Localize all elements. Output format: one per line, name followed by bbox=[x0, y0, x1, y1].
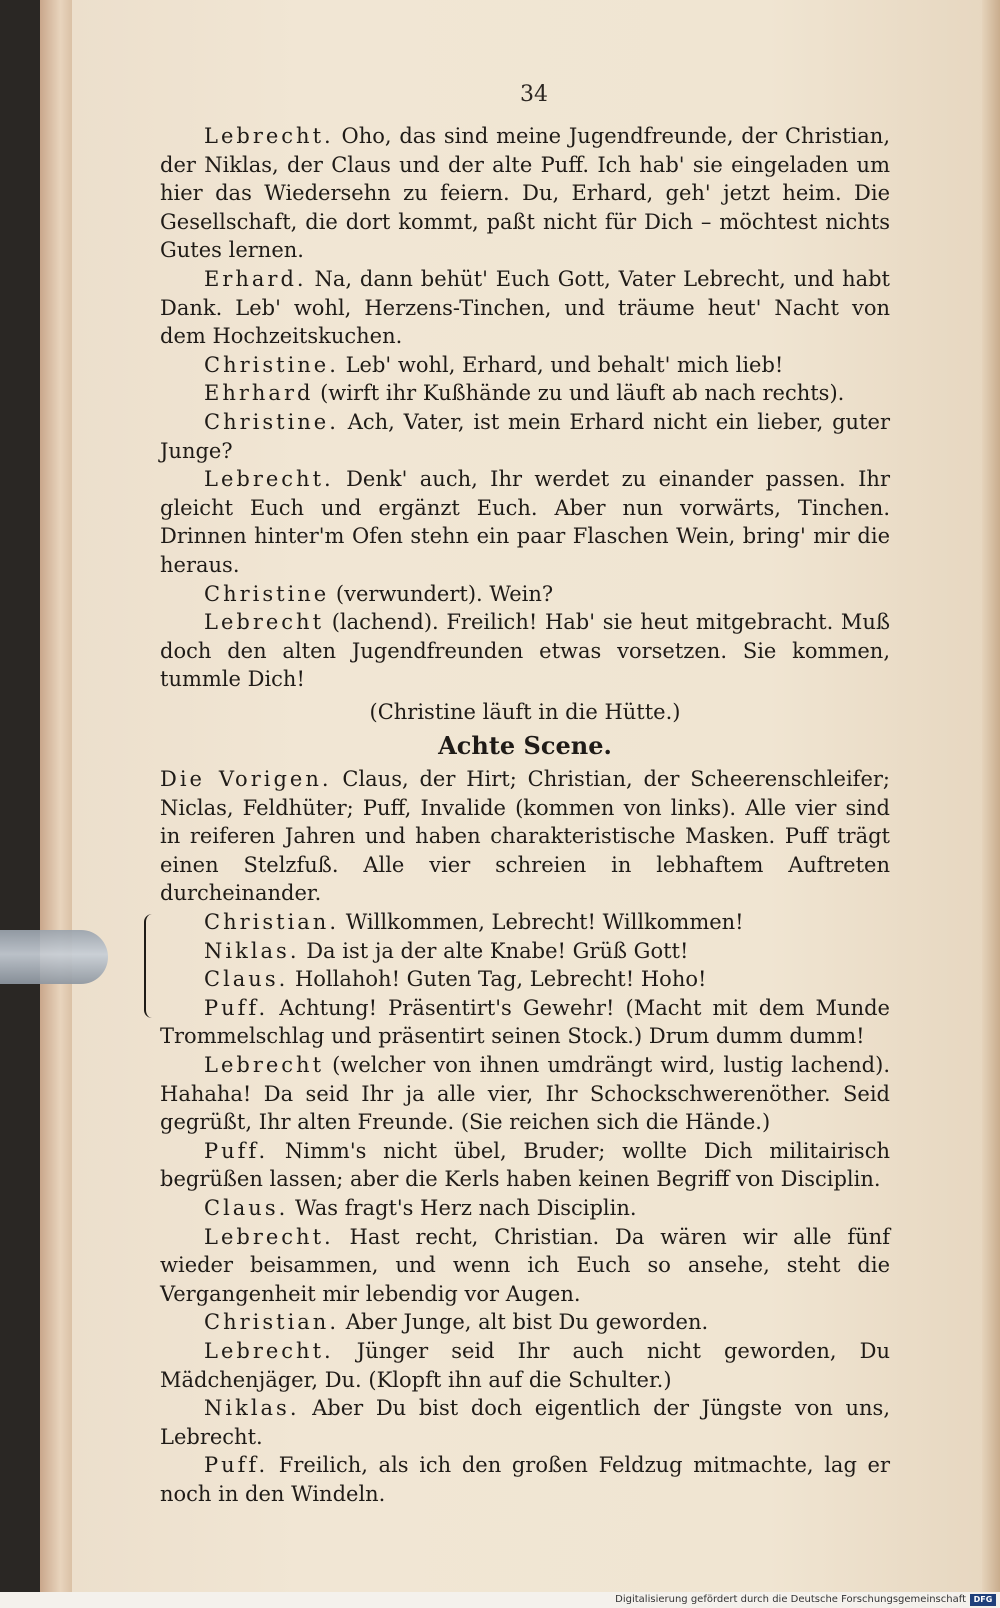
dfg-logo: DFG bbox=[970, 1594, 996, 1606]
scene-intro bbox=[160, 765, 890, 908]
speaker-name: Lebrecht. bbox=[204, 467, 334, 492]
dialogue-text: Aber Junge, alt bist Du geworden. bbox=[345, 1310, 709, 1335]
dialogue-text: Freilich, als ich den großen Feldzug mitmachte, lag er noch in den Windeln. bbox=[160, 1453, 890, 1506]
speaker-name: Christine. bbox=[204, 352, 339, 377]
page-number: 34 bbox=[520, 82, 548, 107]
dialogue-paragraph bbox=[160, 1337, 890, 1394]
speaker-name: Lebrecht bbox=[204, 610, 325, 635]
dialogue-paragraph bbox=[160, 265, 890, 351]
dialogue-text: Na, dann behüt' Euch Gott, Vater Lebrecht, und habt Dank. Leb' wohl, Herzens-Tinchen, und träume heut' Nacht von dem Hochzeitskuchen. bbox=[160, 266, 890, 349]
speaker-name: Lebrecht. bbox=[204, 1224, 334, 1249]
dialogue-paragraph bbox=[160, 1051, 890, 1137]
speaker-name: Niklas. bbox=[204, 938, 300, 963]
page-gutter-shadow bbox=[982, 0, 1000, 1592]
dialogue-text: Oho, das sind meine Jugendfreunde, der Christian, der Niklas, der Claus und der alte Puff. Ich hab' sie eingeladen um hier das Wiedersehn zu feiern. Du, Erhard, geh' jetzt heim. Die Gesellschaft, die dort kommt, paßt nicht für Dich – möchtest nichts Gutes lernen. bbox=[160, 124, 890, 263]
dialogue-text: Denk' auch, Ihr werdet zu einander passen. Ihr gleicht Euch und ergänzt Euch. Aber nun vorwärts, Tinchen. Drinnen hinter'm Ofen stehn ein paar Flaschen Wein, bring' mir die heraus. bbox=[160, 467, 890, 577]
dialogue-paragraph bbox=[160, 965, 890, 994]
curly-brace-mark bbox=[144, 914, 156, 1018]
speaker-name: Ehrhard bbox=[204, 381, 314, 406]
dialogue-paragraph bbox=[160, 465, 890, 579]
dialogue-paragraph bbox=[160, 379, 890, 408]
speaker-name: Erhard. bbox=[204, 266, 307, 291]
speaker-name: Puff. bbox=[204, 995, 269, 1020]
dialogue-text: Da ist ja der alte Knabe! Grüß Gott! bbox=[306, 938, 689, 963]
dialogue-text: Ach, Vater, ist mein Erhard nicht ein lieber, guter Junge? bbox=[160, 409, 890, 463]
dialogue-text: Aber Du bist doch eigentlich der Jüngste von uns, Lebrecht. bbox=[160, 1396, 890, 1449]
dialogue-text: (welcher von ihnen umdrängt wird, lustig lachend). Hahaha! Da seid Ihr ja alle vier, Ihr Schockschwerenöther. Seid gegrüßt, Ihr alten Freunde. (Sie reichen sich die Hände.) bbox=[160, 1053, 890, 1135]
footer-funding-note: Digitalisierung gefördert durch die Deutsche Forschungsgemeinschaft bbox=[615, 1594, 966, 1605]
speaker-name: Christian. bbox=[204, 1310, 339, 1335]
dialogue-paragraph bbox=[160, 937, 890, 966]
dialogue-text: Hast recht, Christian. Da wären wir alle fünf wieder beisammen, und wenn ich Euch so ansehe, steht die Vergangenheit mir lebendig vor Augen. bbox=[160, 1224, 890, 1306]
footer-bar bbox=[0, 1592, 1000, 1608]
dialogue-text: (lachend). Freilich! Hab' sie heut mitgebracht. Muß doch den alten Jugendfreunden etwas vorsetzen. Sie kommen, tummle Dich! bbox=[160, 610, 890, 692]
dialogue-text: (verwundert). Wein? bbox=[335, 581, 554, 606]
dialogue-text: Willkommen, Lebrecht! Willkommen! bbox=[345, 910, 744, 935]
speaker-name: Claus. bbox=[204, 967, 289, 992]
dialogue-paragraph bbox=[160, 1194, 890, 1223]
dialogue-paragraph bbox=[160, 908, 890, 937]
speaker-name: Christian. bbox=[204, 910, 339, 935]
speaker-name: Christine. bbox=[204, 409, 339, 434]
speaker-name: Puff. bbox=[204, 1138, 269, 1163]
speaker-name: Lebrecht bbox=[204, 1053, 325, 1077]
speaker-name: Die Vorigen. bbox=[160, 767, 332, 792]
stage-direction: (Christine läuft in die Hütte.) bbox=[369, 699, 681, 724]
book-page-stack-edge bbox=[40, 0, 74, 1592]
dialogue-paragraph bbox=[160, 1394, 890, 1451]
dialogue-paragraph bbox=[160, 1137, 890, 1194]
speaker-name: Claus. bbox=[204, 1195, 289, 1220]
dialogue-paragraph bbox=[160, 608, 890, 694]
dialogue-paragraph bbox=[160, 994, 890, 1051]
dialogue-text: Was fragt's Herz nach Disciplin. bbox=[294, 1195, 637, 1220]
speaker-name: Niklas. bbox=[204, 1396, 300, 1421]
dialogue-text: Leb' wohl, Erhard, und behalt' mich lieb! bbox=[345, 352, 784, 377]
scanner-thumb-artifact bbox=[0, 930, 108, 984]
speaker-name: Lebrecht. bbox=[204, 1338, 334, 1363]
simultaneous-speech-group bbox=[160, 908, 890, 1051]
dialogue-text: (wirft ihr Kußhände zu und läuft ab nach rechts). bbox=[320, 381, 845, 406]
dialogue-paragraph bbox=[160, 351, 890, 380]
dialogue-paragraph bbox=[160, 1308, 890, 1337]
speaker-name: Lebrecht. bbox=[204, 124, 334, 148]
speaker-name: Puff. bbox=[204, 1453, 269, 1478]
dialogue-text: Achtung! Präsentirt's Gewehr! (Macht mit dem Munde Trommelschlag und präsentirt seinen Stock.) Drum dumm dumm! bbox=[160, 995, 890, 1049]
dialogue-paragraph bbox=[160, 1223, 890, 1309]
dialogue-paragraph bbox=[160, 122, 890, 265]
scene-heading: Achte Scene. bbox=[438, 731, 612, 761]
page-text-block bbox=[160, 122, 890, 1509]
dialogue-text: Hollahoh! Guten Tag, Lebrecht! Hoho! bbox=[294, 967, 707, 992]
dialogue-text: Nimm's nicht übel, Bruder; wollte Dich militairisch begrüßen lassen; aber die Kerls haben keinen Begriff von Disciplin. bbox=[160, 1138, 890, 1192]
scene-intro-text: Claus, der Hirt; Christian, der Scheerenschleifer; Niclas, Feldhüter; Puff, Invalide (kommen von links). Alle vier sind in reiferen Jahren und haben charakteristische Masken. Puff trägt einen Stelzfuß. Alle vier schreien in lebhaftem Auftreten durcheinander. bbox=[160, 767, 890, 906]
dialogue-paragraph bbox=[160, 1451, 890, 1508]
dialogue-paragraph bbox=[160, 580, 890, 609]
speaker-name: Christine bbox=[204, 581, 330, 606]
dialogue-text: Jünger seid Ihr auch nicht geworden, Du Mädchenjäger, Du. (Klopft ihn auf die Schulter.) bbox=[160, 1338, 890, 1392]
dialogue-paragraph bbox=[160, 408, 890, 465]
